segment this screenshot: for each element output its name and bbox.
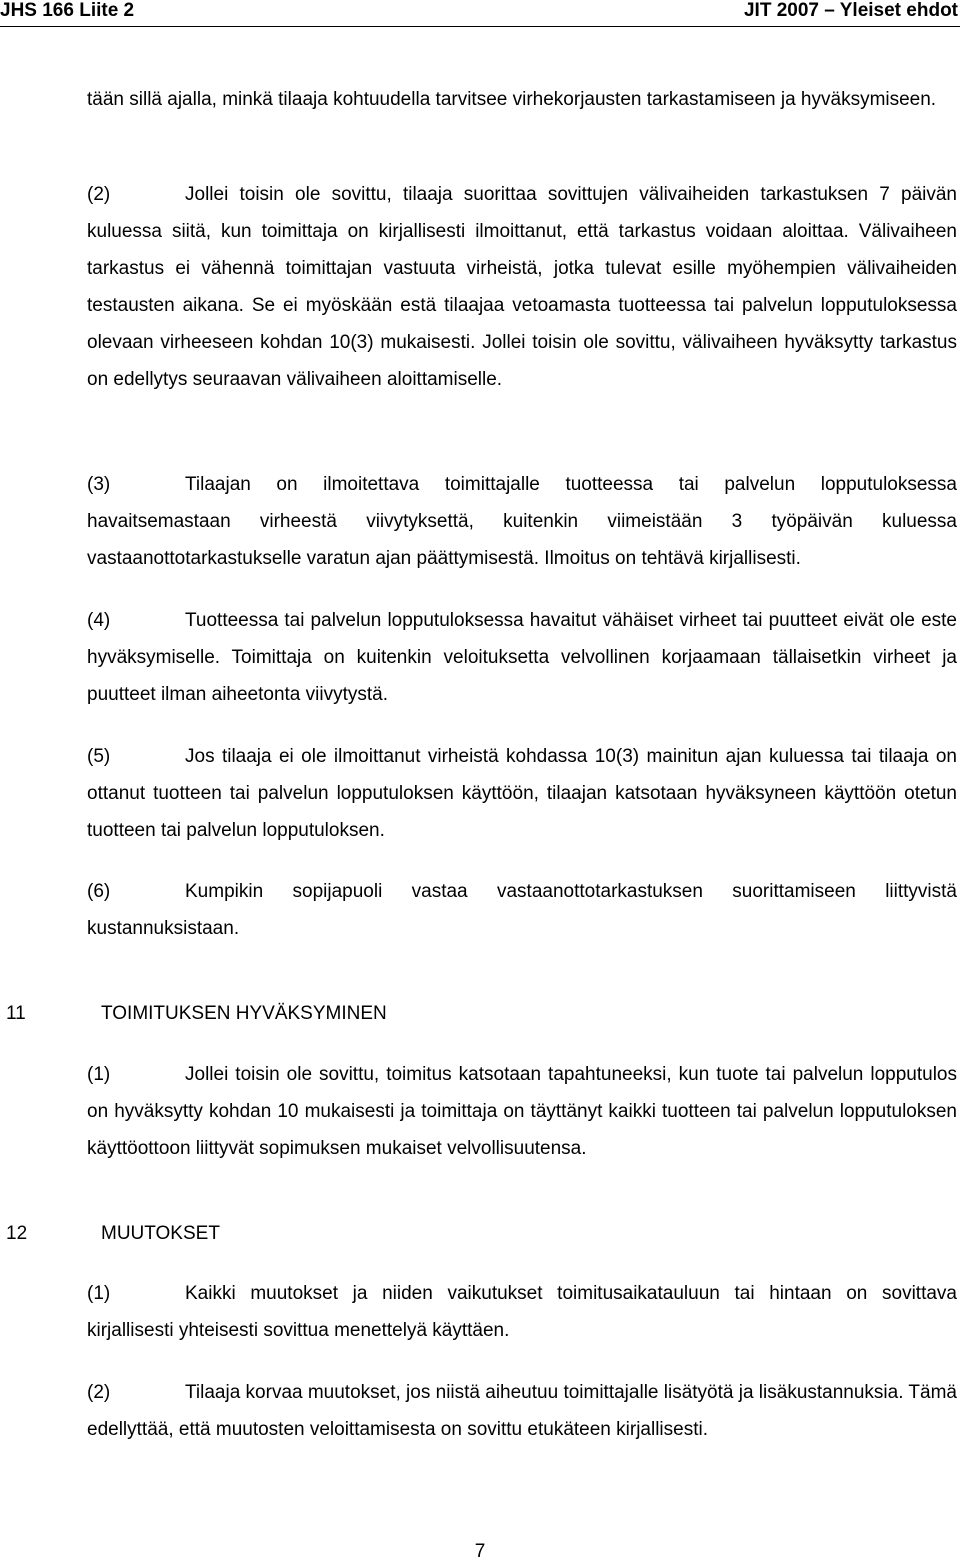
section-title: TOIMITUKSEN HYVÄKSYMINEN — [101, 1003, 387, 1024]
paragraph-number: (1) — [87, 1064, 111, 1085]
paragraph-text: tään sillä ajalla, minkä tilaaja kohtuudella tarvitsee virhekorjausten tarkastamiseen ja hyväksymiseen. — [87, 89, 937, 110]
paragraph-number: (6) — [87, 881, 111, 902]
paragraph-10-2 — [87, 176, 957, 398]
paragraph-11-1 — [87, 1056, 957, 1167]
paragraph-number: (3) — [87, 474, 111, 495]
paragraph-number: (1) — [87, 1283, 111, 1304]
paragraph-number: (4) — [87, 610, 111, 631]
paragraph-number: (2) — [87, 184, 111, 205]
paragraph-10-4 — [87, 602, 957, 713]
paragraph-number: (2) — [87, 1382, 111, 1403]
paragraph-12-2 — [87, 1374, 957, 1448]
paragraph-number: (5) — [87, 746, 111, 767]
section-number: 12 — [6, 1223, 28, 1244]
section-number: 11 — [6, 1003, 26, 1024]
header-divider — [0, 26, 960, 27]
section-heading-11 — [6, 1002, 387, 1026]
paragraph-text: Jollei toisin ole sovittu, toimitus katsotaan tapahtuneeksi, kun tuote tai palvelun lopputulos on hyväksytty kohdan 10 mukaisesti ja toimittaja on täyttänyt kaikki tuotteen tai palvelun lopputuloksen käyttöottoon liittyvät sopimuksen mukaiset velvollisuutensa. — [87, 1064, 957, 1159]
paragraph-text: Kaikki muutokset ja niiden vaikutukset toimitusaikatauluun tai hintaan on sovittava kirjallisesti yhteisesti sovittua menettelyä käyttäen. — [87, 1283, 957, 1341]
section-heading-12 — [6, 1222, 220, 1246]
paragraph-10-6 — [87, 873, 957, 947]
paragraph-10-5 — [87, 738, 957, 849]
section-title: MUUTOKSET — [101, 1223, 220, 1244]
paragraph-12-1 — [87, 1275, 957, 1349]
paragraph-10-3 — [87, 466, 957, 577]
paragraph-text: Tuotteessa tai palvelun lopputuloksessa havaitut vähäiset virheet tai puutteet eivät ole este hyväksymiselle. Toimittaja on kuitenkin veloituksetta velvollinen korjaamaan tällaisetkin virheet ja puutteet ilman aiheetonta viivytystä. — [87, 610, 957, 705]
page-number: 7 — [474, 1541, 486, 1562]
document-code: JHS 166 Liite 2 — [0, 0, 135, 21]
paragraph-continuation — [87, 81, 957, 118]
paragraph-text: Jollei toisin ole sovittu, tilaaja suorittaa sovittujen välivaiheiden tarkastuksen 7 päivän kuluessa siitä, kun toimittaja on kirjallisesti ilmoittanut, että tarkastus voidaan aloittaa. Välivaiheen tarkastus ei vähennä toimittajan vastuuta virheistä, jotka tulevat esille myöhempien välivaiheiden testausten aikana. Se ei myöskään estä tilaajaa vetoamasta tuotteessa tai palvelun lopputuloksessa olevaan virheeseen kohdan 10(3) mukaisesti. Jollei toisin ole sovittu, välivaiheen hyväksytty tarkastus on edellytys seuraavan välivaiheen aloittamiselle. — [87, 184, 957, 390]
paragraph-text: Tilaaja korvaa muutokset, jos niistä aiheutuu toimittajalle lisätyötä ja lisäkustannuksia. Tämä edellyttää, että muutosten veloittamisesta on sovittu etukäteen kirjallisesti. — [87, 1382, 957, 1440]
document-title: JIT 2007 – Yleiset ehdot — [743, 0, 958, 21]
paragraph-text: Jos tilaaja ei ole ilmoittanut virheistä kohdassa 10(3) mainitun ajan kuluessa tai tilaaja on ottanut tuotteen tai palvelun lopputuloksen käyttöön, tilaajan katsotaan hyväksyneen käyttöön otetun tuotteen tai palvelun lopputuloksen. — [87, 746, 957, 841]
paragraph-text: Kumpikin sopijapuoli vastaa vastaanottotarkastuksen suorittamiseen liittyvistä kustannuksistaan. — [87, 881, 957, 939]
paragraph-text: Tilaajan on ilmoitettava toimittajalle tuotteessa tai palvelun lopputuloksessa havaitsemastaan virheestä viivytyksettä, kuitenkin viimeistään 3 työpäivän kuluessa vastaanottotarkastukselle varatun ajan päättymisestä. Ilmoitus on tehtävä kirjallisesti. — [87, 474, 957, 569]
